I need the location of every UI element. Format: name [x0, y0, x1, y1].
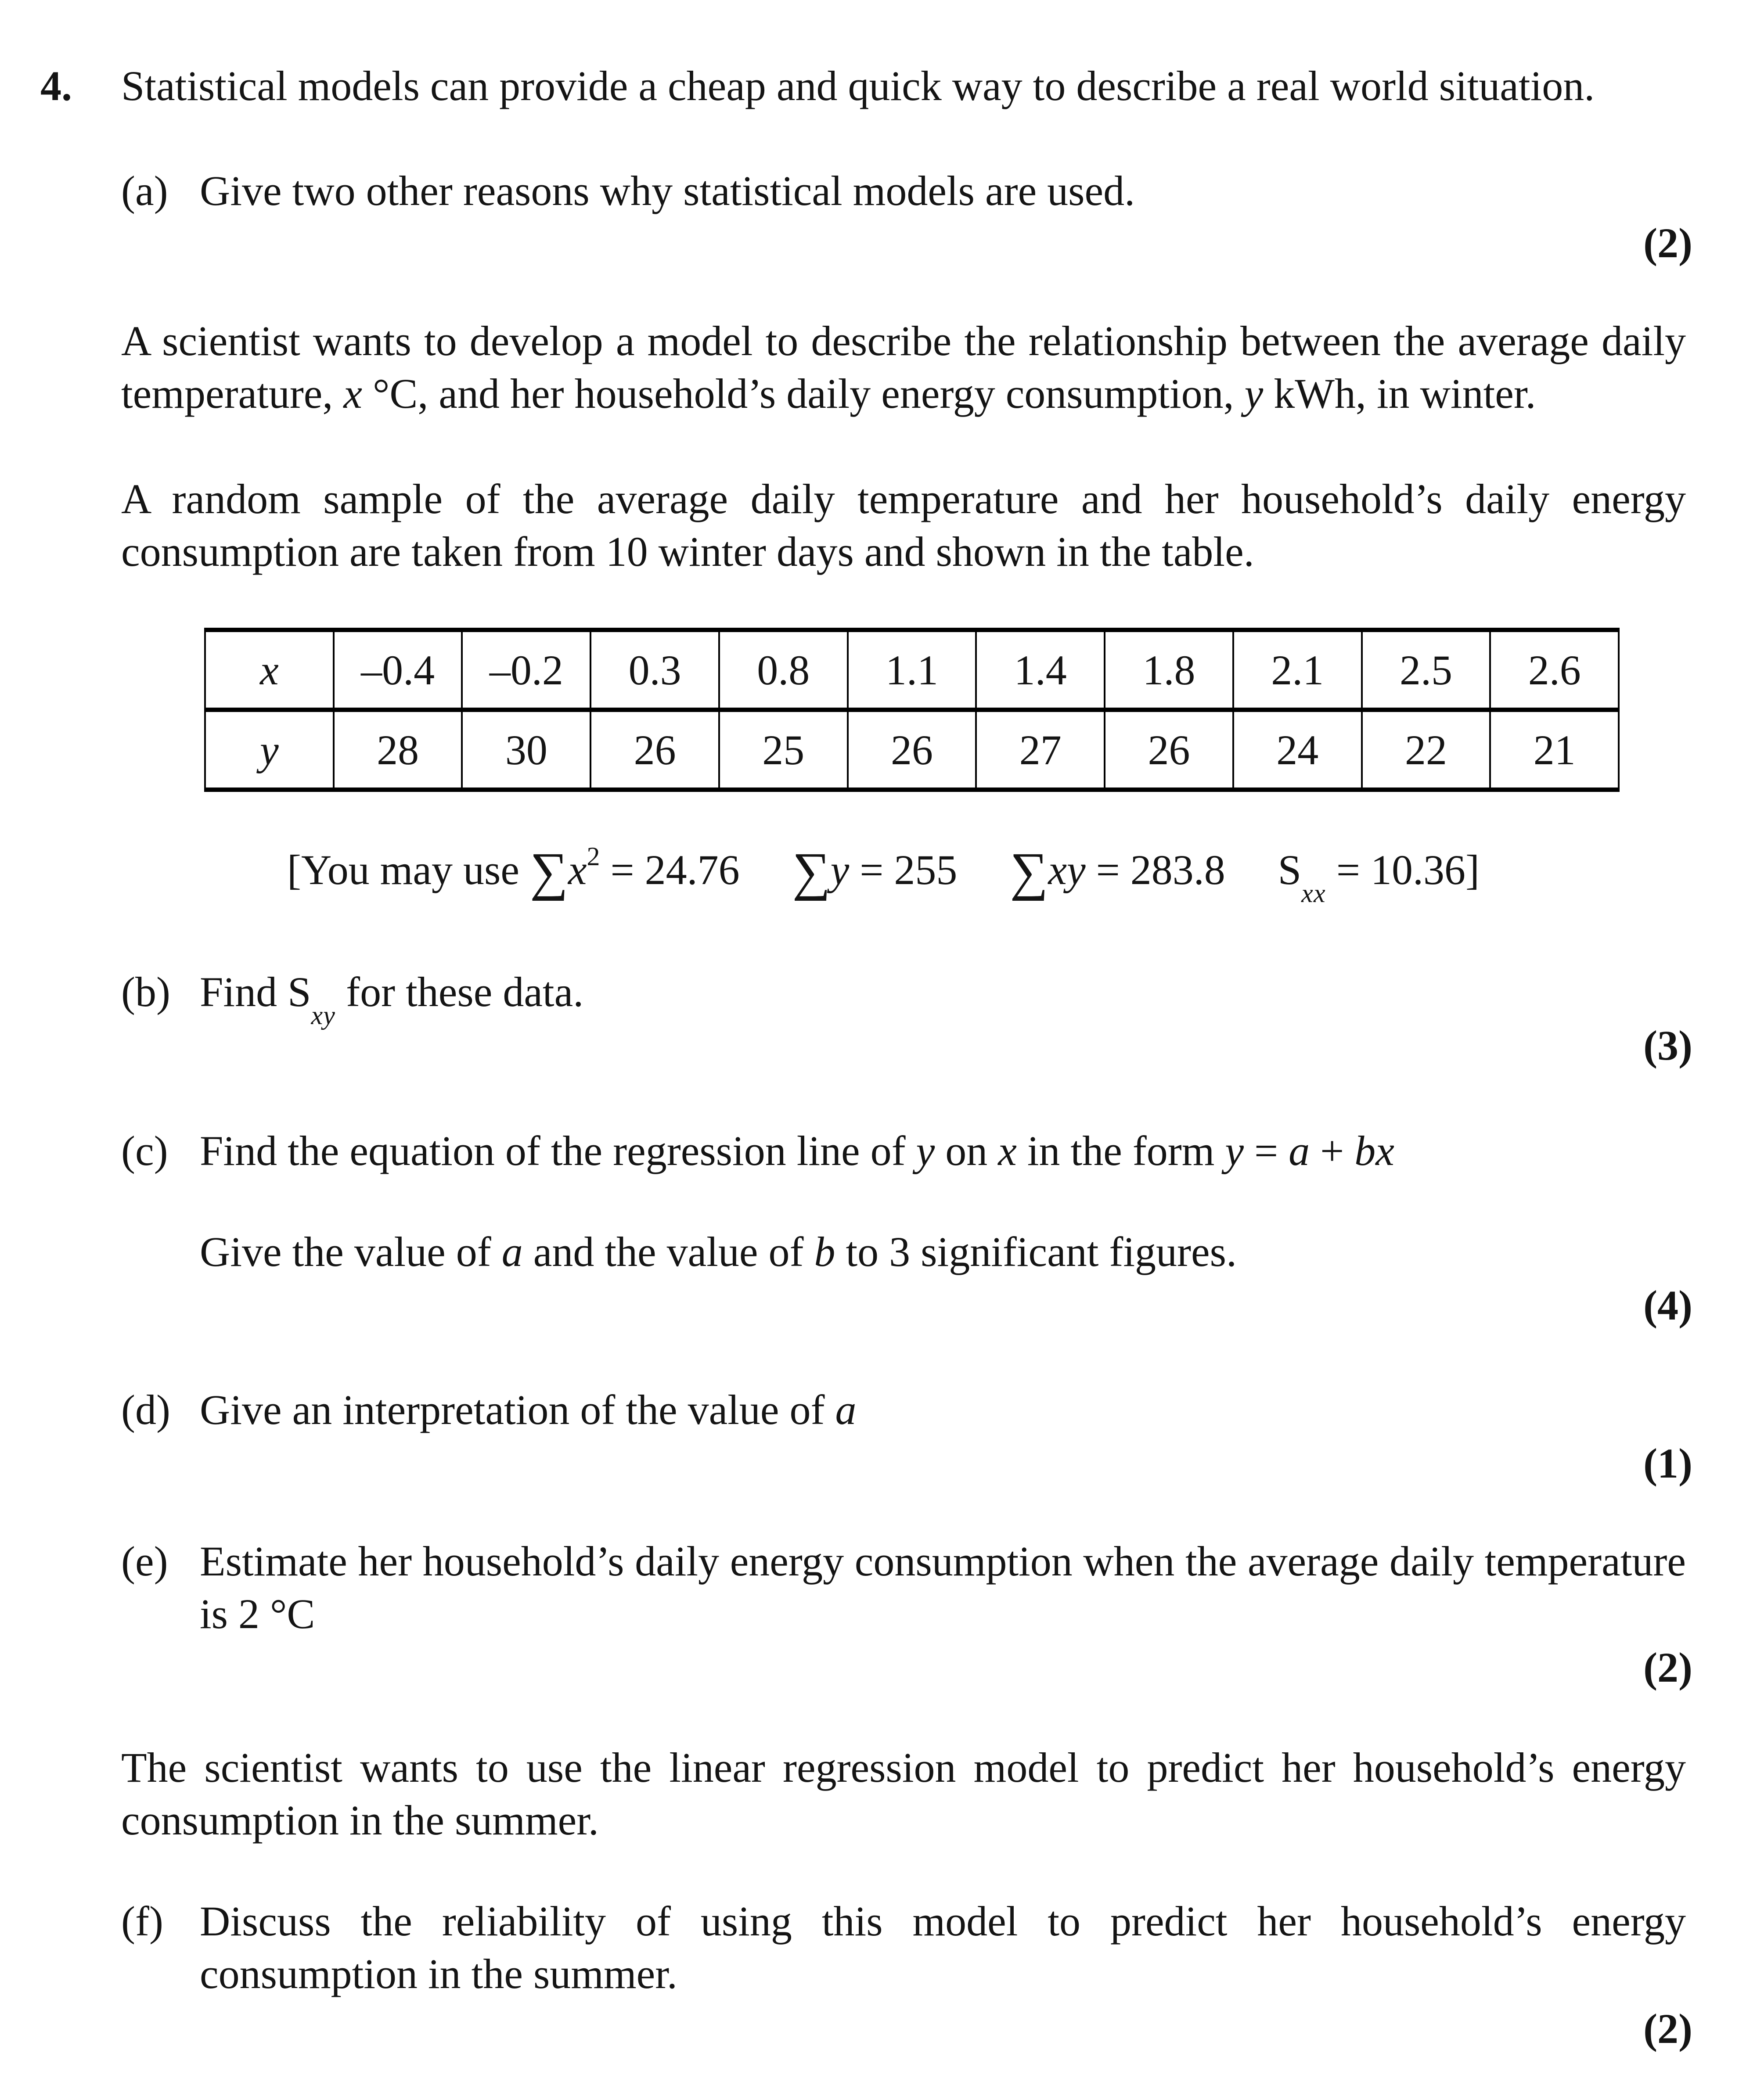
paragraph-predict [121, 1741, 1686, 1847]
table-cell: 21 [1533, 726, 1576, 773]
table-cell: 0.8 [720, 632, 849, 708]
part-c-line2: Give the value of a and the value of b to 3 significant figures. [200, 1228, 1237, 1275]
part-f-label: (f) [121, 1898, 163, 1945]
paragraph-predict-line2: consumption in the summer. [121, 1797, 599, 1844]
question-intro: Statistical models can provide a cheap and quick way to describe a real world situation. [121, 62, 1595, 109]
table-cell: 26 [1105, 712, 1234, 788]
part-a-marks: (2) [1643, 219, 1692, 266]
table-cell: 26 [591, 712, 720, 788]
part-f [121, 1895, 1686, 2000]
part-c-label: (c) [121, 1127, 168, 1174]
table-cell: –0.2 [463, 632, 591, 708]
table-cell: 2.5 [1363, 632, 1491, 708]
table-cell-y-label: y [206, 712, 335, 788]
table-cell: 30 [463, 712, 591, 788]
table-cell: 22 [1363, 712, 1491, 788]
table-cell: 24 [1234, 712, 1363, 788]
part-e-label: (e) [121, 1538, 168, 1585]
part-e [121, 1535, 1686, 1640]
part-f-line1: Discuss the reliability of using this model to predict her household’s energy [200, 1898, 1686, 1945]
paragraph-sample-line2: consumption are taken from 10 winter days and shown in the table. [121, 528, 1254, 575]
part-b-label: (b) [121, 968, 170, 1015]
part-d-label: (d) [121, 1386, 170, 1433]
table-cell: 0.3 [591, 632, 720, 708]
table-cell: –0.4 [335, 632, 463, 708]
part-d-text: Give an interpretation of the value of a [200, 1386, 857, 1433]
part-c-marks: (4) [1643, 1282, 1692, 1329]
part-c [121, 1125, 1686, 1177]
table-row-x [206, 632, 1618, 712]
part-b-text: Find $S_{xy}$ for these data. [200, 968, 584, 1030]
part-a [121, 165, 1686, 217]
paragraph-scientist-line1: A scientist wants to develop a model to describe the relationship between the average daily [121, 317, 1686, 364]
part-f-line2: consumption in the summer. [200, 1950, 677, 1997]
table-cell: 2.1 [1234, 632, 1363, 708]
table-cell-x-label: x [206, 632, 335, 708]
table-cell: 28 [335, 712, 463, 788]
part-a-text: Give two other reasons why statistical models are used. [200, 167, 1135, 214]
table-cell: 26 [849, 712, 977, 788]
table-cell: 27 [977, 712, 1105, 788]
table-cell: 25 [720, 712, 849, 788]
question-number: 4. [40, 62, 72, 109]
part-d-marks: (1) [1643, 1440, 1692, 1487]
part-c-line1: Find the equation of the regression line of y on x in the form y = a + bx [200, 1127, 1394, 1174]
given-values-line: [You may use $\sum x^2 = 24.76$ ∑y = 255 ∑xy = 283.8 $S_{xx} = 10.36$] [287, 841, 1480, 908]
part-e-line2: is 2 °C [200, 1590, 315, 1637]
paragraph-sample-line1: A random sample of the average daily temperature and her household’s daily energy [121, 475, 1686, 522]
paragraph-predict-line1: The scientist wants to use the linear regression model to predict her household’s energy [121, 1744, 1686, 1791]
part-e-line1: Estimate her household’s daily energy consumption when the average daily temperature [200, 1538, 1686, 1585]
part-f-marks: (2) [1643, 2005, 1692, 2052]
part-d [121, 1384, 1686, 1436]
paragraph-scientist-line2: temperature, x °C, and her household’s daily energy consumption, y kWh, in winter. [121, 370, 1536, 417]
part-b-marks: (3) [1643, 1022, 1692, 1069]
paragraph-sample [121, 473, 1686, 578]
table-row-y [206, 712, 1618, 788]
part-e-marks: (2) [1643, 1644, 1692, 1691]
part-a-label: (a) [121, 167, 168, 214]
table-cell: 1.8 [1105, 632, 1234, 708]
data-table [204, 628, 1620, 792]
table-cell: 1.4 [977, 632, 1105, 708]
table-cell: 1.1 [849, 632, 977, 708]
table-cell: 2.6 [1528, 646, 1581, 694]
part-c-continued [121, 1226, 1686, 1278]
part-b [121, 966, 1686, 1030]
paragraph-scientist [121, 315, 1686, 420]
